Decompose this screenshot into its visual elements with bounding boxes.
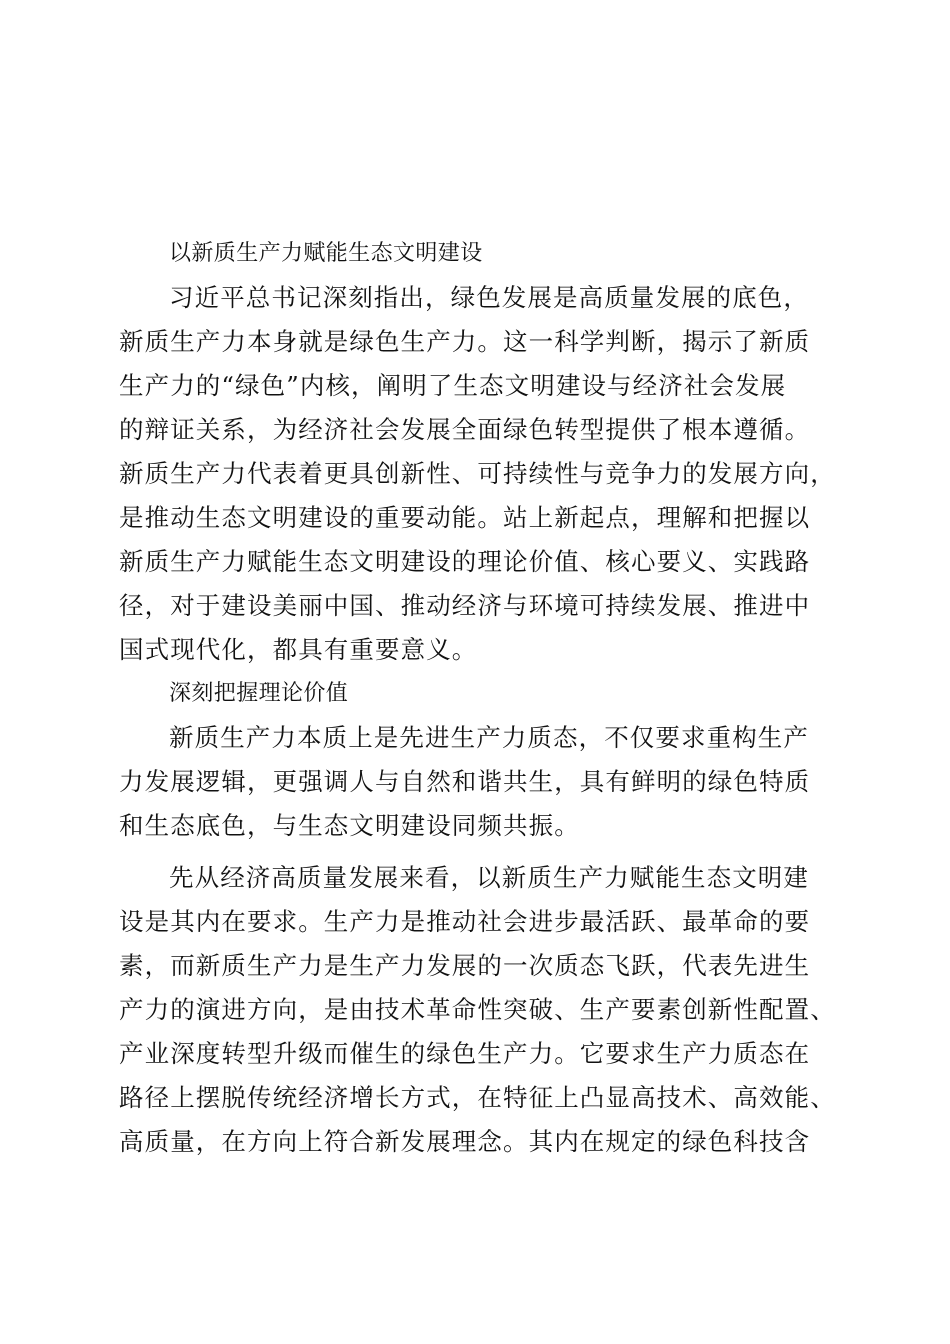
text-line: 生产力的“绿色”内核，阐明了生态文明建设与经济社会发展 [119,371,787,400]
document-body [119,232,836,1164]
document-title: 以新质生产力赋能生态文明建设 [169,241,483,266]
text-line: 新质生产力赋能生态文明建设的理论价值、核心要义、实践路 [119,547,811,576]
text-line: 设是其内在要求。生产力是推动社会进步最活跃、最革命的要 [119,907,811,936]
text-line: 新质生产力本身就是绿色生产力。这一科学判断，揭示了新质 [119,327,811,356]
text-line: 和生态底色，与生态文明建设同频共振。 [119,811,580,840]
text-line: 素，而新质生产力是生产力发展的一次质态飞跃，代表先进生 [119,951,811,980]
paragraph-intro [119,276,836,672]
text-line: 新质生产力本质上是先进生产力质态，不仅要求重构生产 [169,723,809,752]
paragraph-spacer [119,848,831,856]
text-line: 习近平总书记深刻指出，绿色发展是高质量发展的底色， [169,283,809,312]
text-line: 路径上摆脱传统经济增长方式，在特征上凸显高技术、高效能、 [119,1083,836,1112]
text-line: 新质生产力代表着更具创新性、可持续性与竞争力的发展方向， [119,459,836,488]
paragraph-economy [119,856,836,1164]
text-line: 产力的演进方向，是由技术革命性突破、生产要素创新性配置、 [119,995,836,1024]
section-heading: 深刻把握理论价值 [169,681,349,706]
text-line: 的辩证关系，为经济社会发展全面绿色转型提供了根本遵循。 [119,415,811,444]
text-line: 先从经济高质量发展来看，以新质生产力赋能生态文明建 [169,863,809,892]
text-line: 力发展逻辑，更强调人与自然和谐共生，具有鲜明的绿色特质 [119,767,811,796]
text-line: 径，对于建设美丽中国、推动经济与环境可持续发展、推进中 [119,591,811,620]
text-line: 产业深度转型升级而催生的绿色生产力。它要求生产力质态在 [119,1039,811,1068]
text-line: 国式现代化，都具有重要意义。 [119,635,478,664]
text-line: 是推动生态文明建设的重要动能。站上新起点，理解和把握以 [119,503,811,532]
text-line: 高质量，在方向上符合新发展理念。其内在规定的绿色科技含 [119,1127,811,1156]
paragraph-theory [119,716,831,848]
